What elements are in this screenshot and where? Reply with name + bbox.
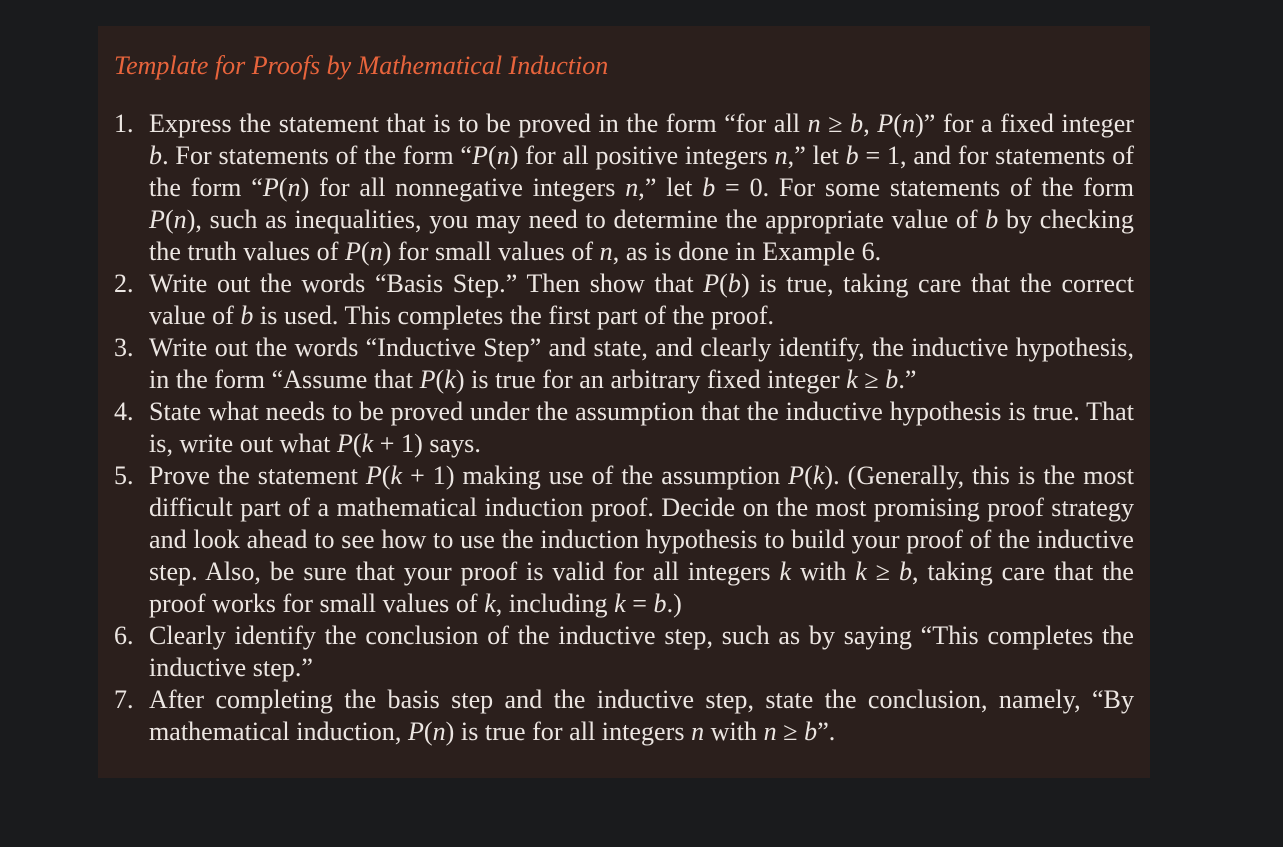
steps-list bbox=[114, 108, 1134, 748]
box-title: Template for Proofs by Mathematical Induction bbox=[114, 51, 609, 80]
item-number: 7. bbox=[114, 685, 134, 714]
list-item bbox=[114, 396, 1134, 460]
list-item bbox=[114, 268, 1134, 332]
item-text: Write out the words “Basis Step.” Then show that P(b) is true, taking care that the correct value of b is used. This completes the first part of the proof. bbox=[149, 269, 1134, 330]
item-number: 5. bbox=[114, 461, 134, 490]
item-text: Clearly identify the conclusion of the inductive step, such as by saying “This completes the inductive step.” bbox=[149, 621, 1134, 682]
item-text: After completing the basis step and the inductive step, state the conclusion, namely, “By mathematical induction, P(n) is true for all integers n with n ≥ b”. bbox=[149, 685, 1134, 746]
item-number: 6. bbox=[114, 621, 134, 650]
item-text: Prove the statement P(k + 1) making use of the assumption P(k). (Generally, this is the most difficult part of a mathematical induction proof. Decide on the most promising proof strategy and look ahead to see how to use the induction hypothesis to build your proof of the inductive step. Also, be sure that your proof is valid for all integers k with k ≥ b, taking care that the proof works for small values of k, including k = b.) bbox=[149, 461, 1135, 618]
item-text: Express the statement that is to be proved in the form “for all n ≥ b, P(n)” for a fixed integer b. For statements of the form “P(n) for all positive integers n,” let b = 1, and for statements of the form “P(n) for all nonnegative integers n,” let b = 0. For some statements of the form P(n), such as inequalities, you may need to determine the appropriate value of b by checking the truth values of P(n) for small values of n, as is done in Example 6. bbox=[149, 109, 1134, 266]
list-item bbox=[114, 460, 1134, 620]
list-item bbox=[114, 684, 1134, 748]
item-number: 1. bbox=[114, 109, 134, 138]
list-item bbox=[114, 332, 1134, 396]
item-number: 3. bbox=[114, 333, 134, 362]
list-item bbox=[114, 620, 1134, 684]
list-item bbox=[114, 108, 1134, 268]
item-number: 2. bbox=[114, 269, 134, 298]
item-text: State what needs to be proved under the assumption that the inductive hypothesis is true. That is, write out what P(k + 1) says. bbox=[149, 397, 1134, 458]
item-text: Write out the words “Inductive Step” and state, and clearly identify, the inductive hypothesis, in the form “Assume that P(k) is true for an arbitrary fixed integer k ≥ b.” bbox=[149, 333, 1134, 394]
template-box bbox=[98, 26, 1150, 778]
item-number: 4. bbox=[114, 397, 134, 426]
